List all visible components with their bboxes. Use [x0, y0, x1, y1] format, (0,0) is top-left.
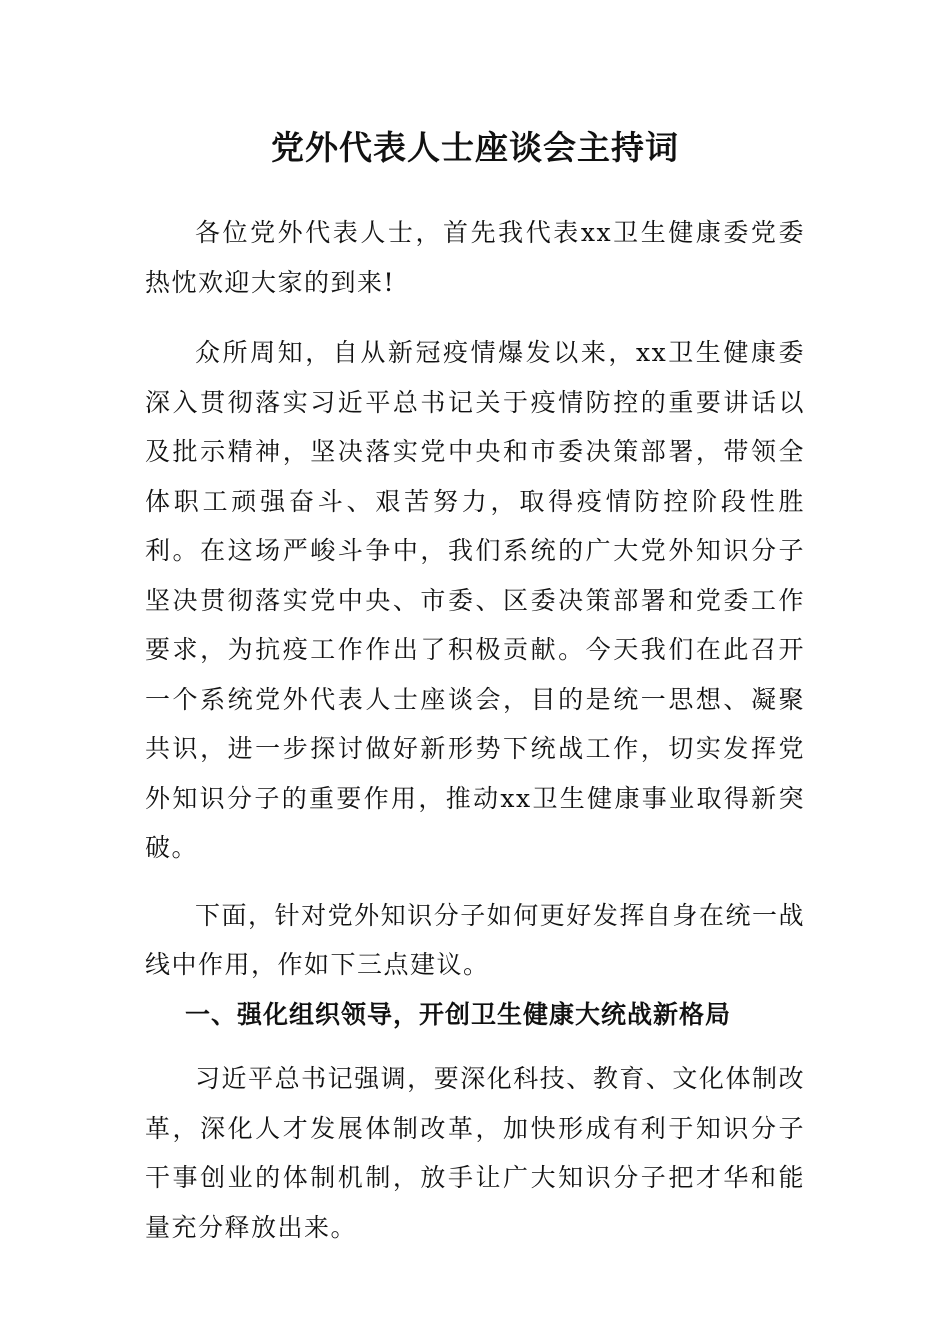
paragraph-welcome: 各位党外代表人士，首先我代表xx卫生健康委党委热忱欢迎大家的到来!: [145, 218, 805, 297]
document-page: [145, 118, 805, 1252]
paragraph-section-1-body: 习近平总书记强调，要深化科技、教育、文化体制改革，深化人才发展体制改革，加快形成有利于知识分子干事创业的体制机制，放手让广大知识分子把才华和能量充分释放出来。: [145, 1064, 805, 1242]
paragraph-background: 众所周知，自从新冠疫情爆发以来，xx卫生健康委深入贯彻落实习近平总书记关于疫情防控的重要讲话以及批示精神，坚决落实党中央和市委决策部署，带领全体职工顽强奋斗、艰苦努力，取得疫情防控阶段性胜利。在这场严峻斗争中，我们系统的广大党外知识分子坚决贯彻落实党中央、市委、区委决策部署和党委工作要求，为抗疫工作作出了积极贡献。今天我们在此召开一个系统党外代表人士座谈会，目的是统一思想、凝聚共识，进一步探讨做好新形势下统战工作，切实发挥党外知识分子的重要作用，推动xx卫生健康事业取得新突破。: [145, 338, 805, 862]
paragraph-proposal-intro: 下面，针对党外知识分子如何更好发挥自身在统一战线中作用，作如下三点建议。: [145, 900, 805, 979]
section-heading-1: 一、强化组织领导，开创卫生健康大统战新格局: [185, 999, 732, 1029]
document-title: 党外代表人士座谈会主持词: [271, 128, 679, 167]
